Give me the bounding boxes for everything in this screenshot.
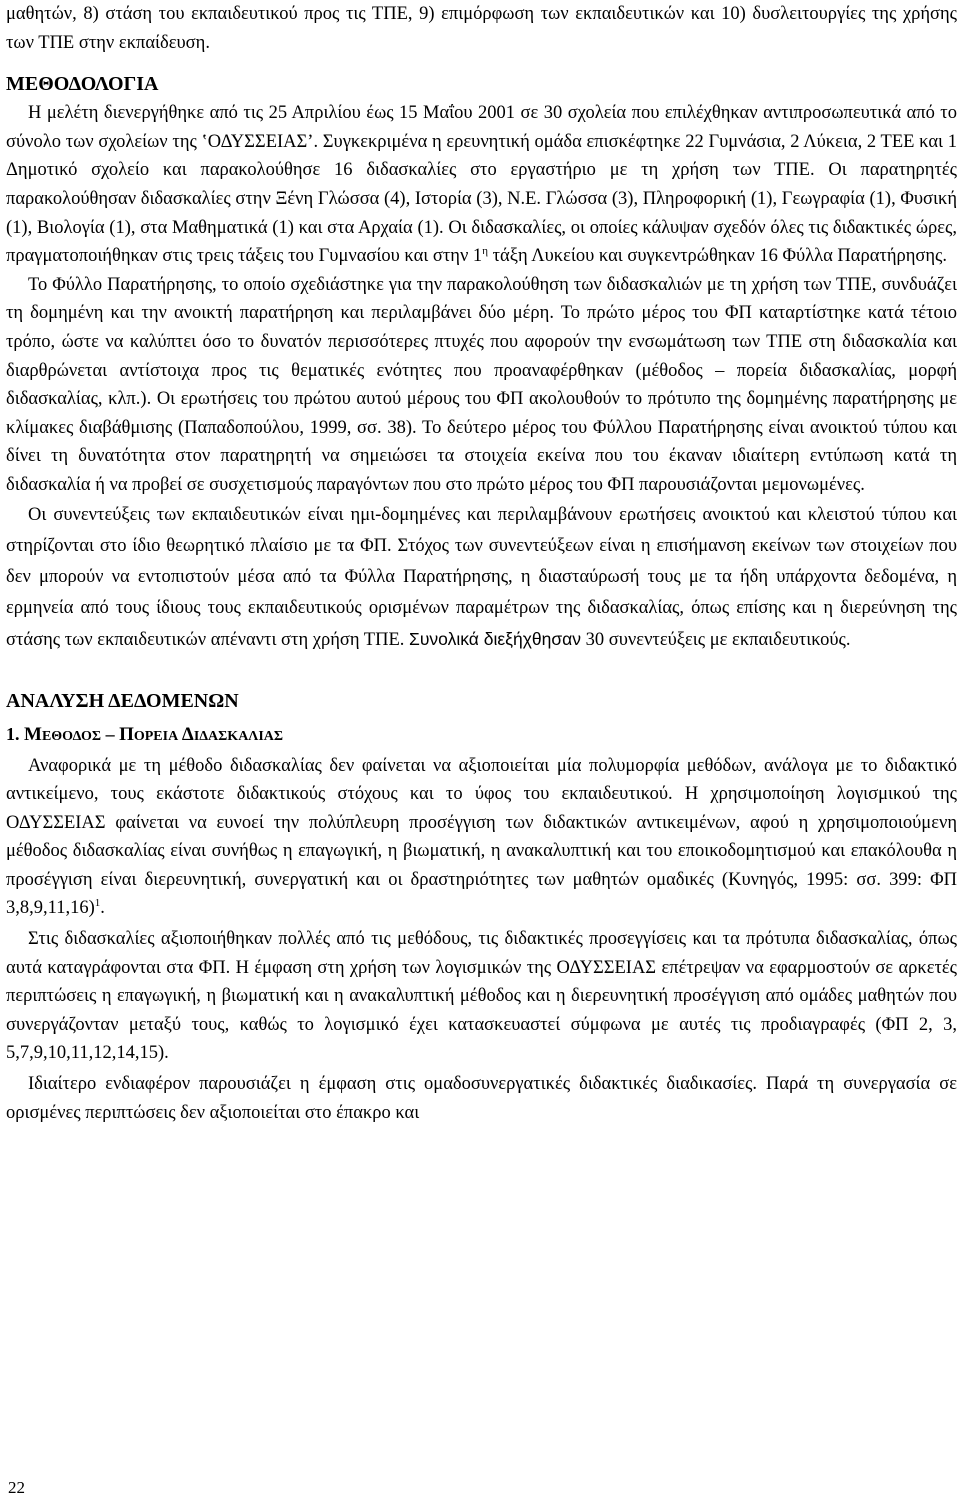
analysis-paragraph-3: Ιδιαίτερο ενδιαφέρον παρουσιάζει η έμφαση στις ομαδοσυνεργατικές διδακτικές διαδικασίες. Παρά τη συνεργασία σε ορισμένες περιπτώσεις δεν αξιοποιείται στο έπακρο και xyxy=(6,1074,957,1123)
methodology-heading: ΜΕΘΟΔΟΛΟΓΙΑ xyxy=(6,73,159,96)
footnote-reference: 1 xyxy=(94,897,101,910)
methodology-paragraph-2: Το Φύλλο Παρατήρησης, το οποίο σχεδιάστηκε για την παρακολούθηση των διδασκαλιών με τη χρήση των ΤΠΕ, συνδυάζει τη δομημένη και την ανοικτή παρατήρηση και περιλαμβάνει δύο μέρη. Το πρώτο μέρος του ΦΠ καταρτίστηκε κατά τέτοιο τρόπο, ώστε να καλύπτει όσο το δυνατόν περισσότερες πτυχές που αφορούν την ενσωμάτωση των ΤΠΕ στη διδασκαλία και διαρθρώνεται αντίστοιχα προς τις θεματικές ενότητες που προαναφέρθηκαν (μέθοδος – πορεία διδασκαλίας, μορφή διδασκαλίας, κλπ.). Οι ερωτήσεις του πρώτου αυτού μέρους του ΦΠ ακολουθούν το πρότυπο της δομημένης παρατήρησης με κλίμακες διαβάθμισης (Παπαδοπούλου, 1999, σσ. 38). Το δεύτερο μέρος του Φύλλου Παρατήρησης είναι ανοικτού τύπου και δίνει τη δυνατότητα στον παρατηρητή να σημειώσει τα στοιχεία εκείνα που του έκαναν ιδιαίτερη εντύπωση κατά τη διδασκαλία ή να προβεί σε συσχετισμούς παραγόντων που στο πρώτο μέρος του ΦΠ παρουσιάζονται μεμονωμένες. xyxy=(6,274,957,495)
subheading-number: 1. xyxy=(6,723,24,744)
subheading-dash: – xyxy=(101,723,120,744)
methodology-paragraph-3 xyxy=(6,500,957,657)
analysis-paragraph-2: Στις διδασκαλίες αξιοποιήθηκαν πολλές από τις μεθόδους, τις διδακτικές προσεγγίσεις και τα πρότυπα διδασκαλίας, όπως αυτά καταγράφονται στα ΦΠ. Η έμφαση στη χρήση των λογισμικών της ΟΔΥΣΣΕΙΑΣ επέτρεψαν να εφαρμοστούν σε αρκετές περιπτώσεις η επαγωγική, η βιωματική και η ανακαλυπτική μέθοδος και η διερευνητική προσέγγιση από ομάδες μαθητών που συνεργάζονταν μεταξύ τους, καθώς το λογισμικό έχει κατασκευαστεί σύμφωνα με αυτές τις προδιαγραφές (ΦΠ 2, 3, 5,7,9,10,11,12,14,15). xyxy=(6,929,957,1064)
methodology-paragraph-1 xyxy=(6,99,957,271)
page-number: 22 xyxy=(8,1478,25,1497)
methodology-paragraph-3-sans-text: Συνολικά διεξήχθησαν xyxy=(409,629,582,650)
subheading-word1-rest: ΕΘΟΔΟΣ xyxy=(41,728,102,744)
analysis-paragraph-1 xyxy=(6,752,957,924)
methodology-paragraph-3-text-a: Οι συνεντεύξεις των εκπαιδευτικών είναι ημι-δομημένες και περιλαμβάνουν ερωτήσεις ανοικτού και κλειστού τύπου και στηρίζονται στο ίδιο θεωρητικό πλαίσιο με τα ΦΠ. Στόχος των συνεντεύξεων είναι η επισήμανση εκείνων των στοιχείων που δεν μπορούν να εντοπιστούν μέσα από τα Φύλλα Παρατήρησης, η διασταύρωσή τους με τα ήδη υπάρχοντα δεδομένα, η ερμηνεία από τους ίδιους τους εκπαιδευτικούς ορισμένων παραμέτρων της διδασκαλίας, όπως επίσης και η διερεύνηση της στάσης των εκπαιδευτικών απέναντι στη χρήση ΤΠΕ. xyxy=(6,504,957,651)
methodology-paragraph-3-text-b: 30 συνεντεύξεις με εκπαιδευτικούς. xyxy=(581,630,851,651)
subheading-word2-rest: ΟΡΕΙΑ xyxy=(133,728,179,744)
subheading-word2-initial: Π xyxy=(119,723,134,745)
intro-paragraph: μαθητών, 8) στάση του εκπαιδευτικού προς τις ΤΠΕ, 9) επιμόρφωση των εκπαιδευτικών και 10) δυσλειτουργίες της χρήσης των ΤΠΕ στην εκπαίδευση. xyxy=(6,4,957,53)
methodology-paragraph-1-text-b: τάξη Λυκείου και συγκεντρώθηκαν 16 Φύλλα Παρατήρησης. xyxy=(487,246,948,267)
superscript-eta: η xyxy=(482,245,488,257)
document-page xyxy=(6,0,957,1127)
subheading-word1-initial: Μ xyxy=(24,723,42,745)
methodology-paragraph-1-text-a: Η μελέτη διενεργήθηκε από τις 25 Απριλίου έως 15 Μαΐου 2001 σε 30 σχολεία που επιλέχθηκαν αντιπροσωπευτικά από το σύνολο των σχολείων της ‛ΟΔΥΣΣΕΙΑΣ’. Συγκεκριμένα η ερευνητική ομάδα επισκέφτηκε 22 Γυμνάσια, 2 Λύκεια, 2 ΤΕΕ και 1 Δημοτικό σχολείο και παρακολούθησε 16 διδασκαλίες στο εργαστήριο με τη χρήση των ΤΠΕ. Οι παρατηρητές παρακολούθησαν διδασκαλίες στην Ξένη Γλώσσα (4), Ιστορία (3), Ν.Ε. Γλώσσα (3), Πληροφορική (1), Γεωγραφία (1), Φυσική (1), Βιολογία (1), στα Μαθηματικά (1) και στα Αρχαία (1). Οι διδασκαλίες, οι οποίες κάλυψαν σχεδόν όλες τις διδακτικές ώρες, πραγματοποιήθηκαν στις τρεις τάξεις του Γυμνασίου και στην 1 xyxy=(6,103,957,267)
analysis-paragraph-1-text: Αναφορικά με τη μέθοδο διδασκαλίας δεν φαίνεται να αξιοποιείται μία πολυμορφία μεθόδων, ανάλογα με το διδακτικό αντικείμενο, τους εκάστοτε διδακτικούς στόχους και το ύφος του εκπαιδευτικού. Η χρησιμοποίηση λογισμικού της ΟΔΥΣΣΕΙΑΣ φαίνεται να ευνοεί την πολύπλευρη προσέγγιση των διδακτικών αντικειμένων, αφού η χρησιμοποιούμενη μέθοδος διδασκαλίας είναι συνήθως η επαγωγική, η βιωματική, η ανακαλυπτική και του εποικοδομητισμού και επακόλουθα η προσέγγιση είναι διερευνητική, συνεργατική και οι δραστηριότητες των μαθητών ομαδικές (Κυνηγός, 1995: σσ. 399: ΦΠ 3,8,9,11,16) xyxy=(6,755,957,919)
subheading-word3-initial: Δ xyxy=(178,723,194,745)
analysis-subheading xyxy=(6,721,957,750)
analysis-paragraph-1-end: . xyxy=(100,898,105,919)
analysis-heading: ΑΝΑΛΥΣΗ ΔΕΔΟΜΕΝΩΝ xyxy=(6,689,239,712)
subheading-word3-rest: ΙΔΑΣΚΑΛΙΑΣ xyxy=(193,728,284,744)
